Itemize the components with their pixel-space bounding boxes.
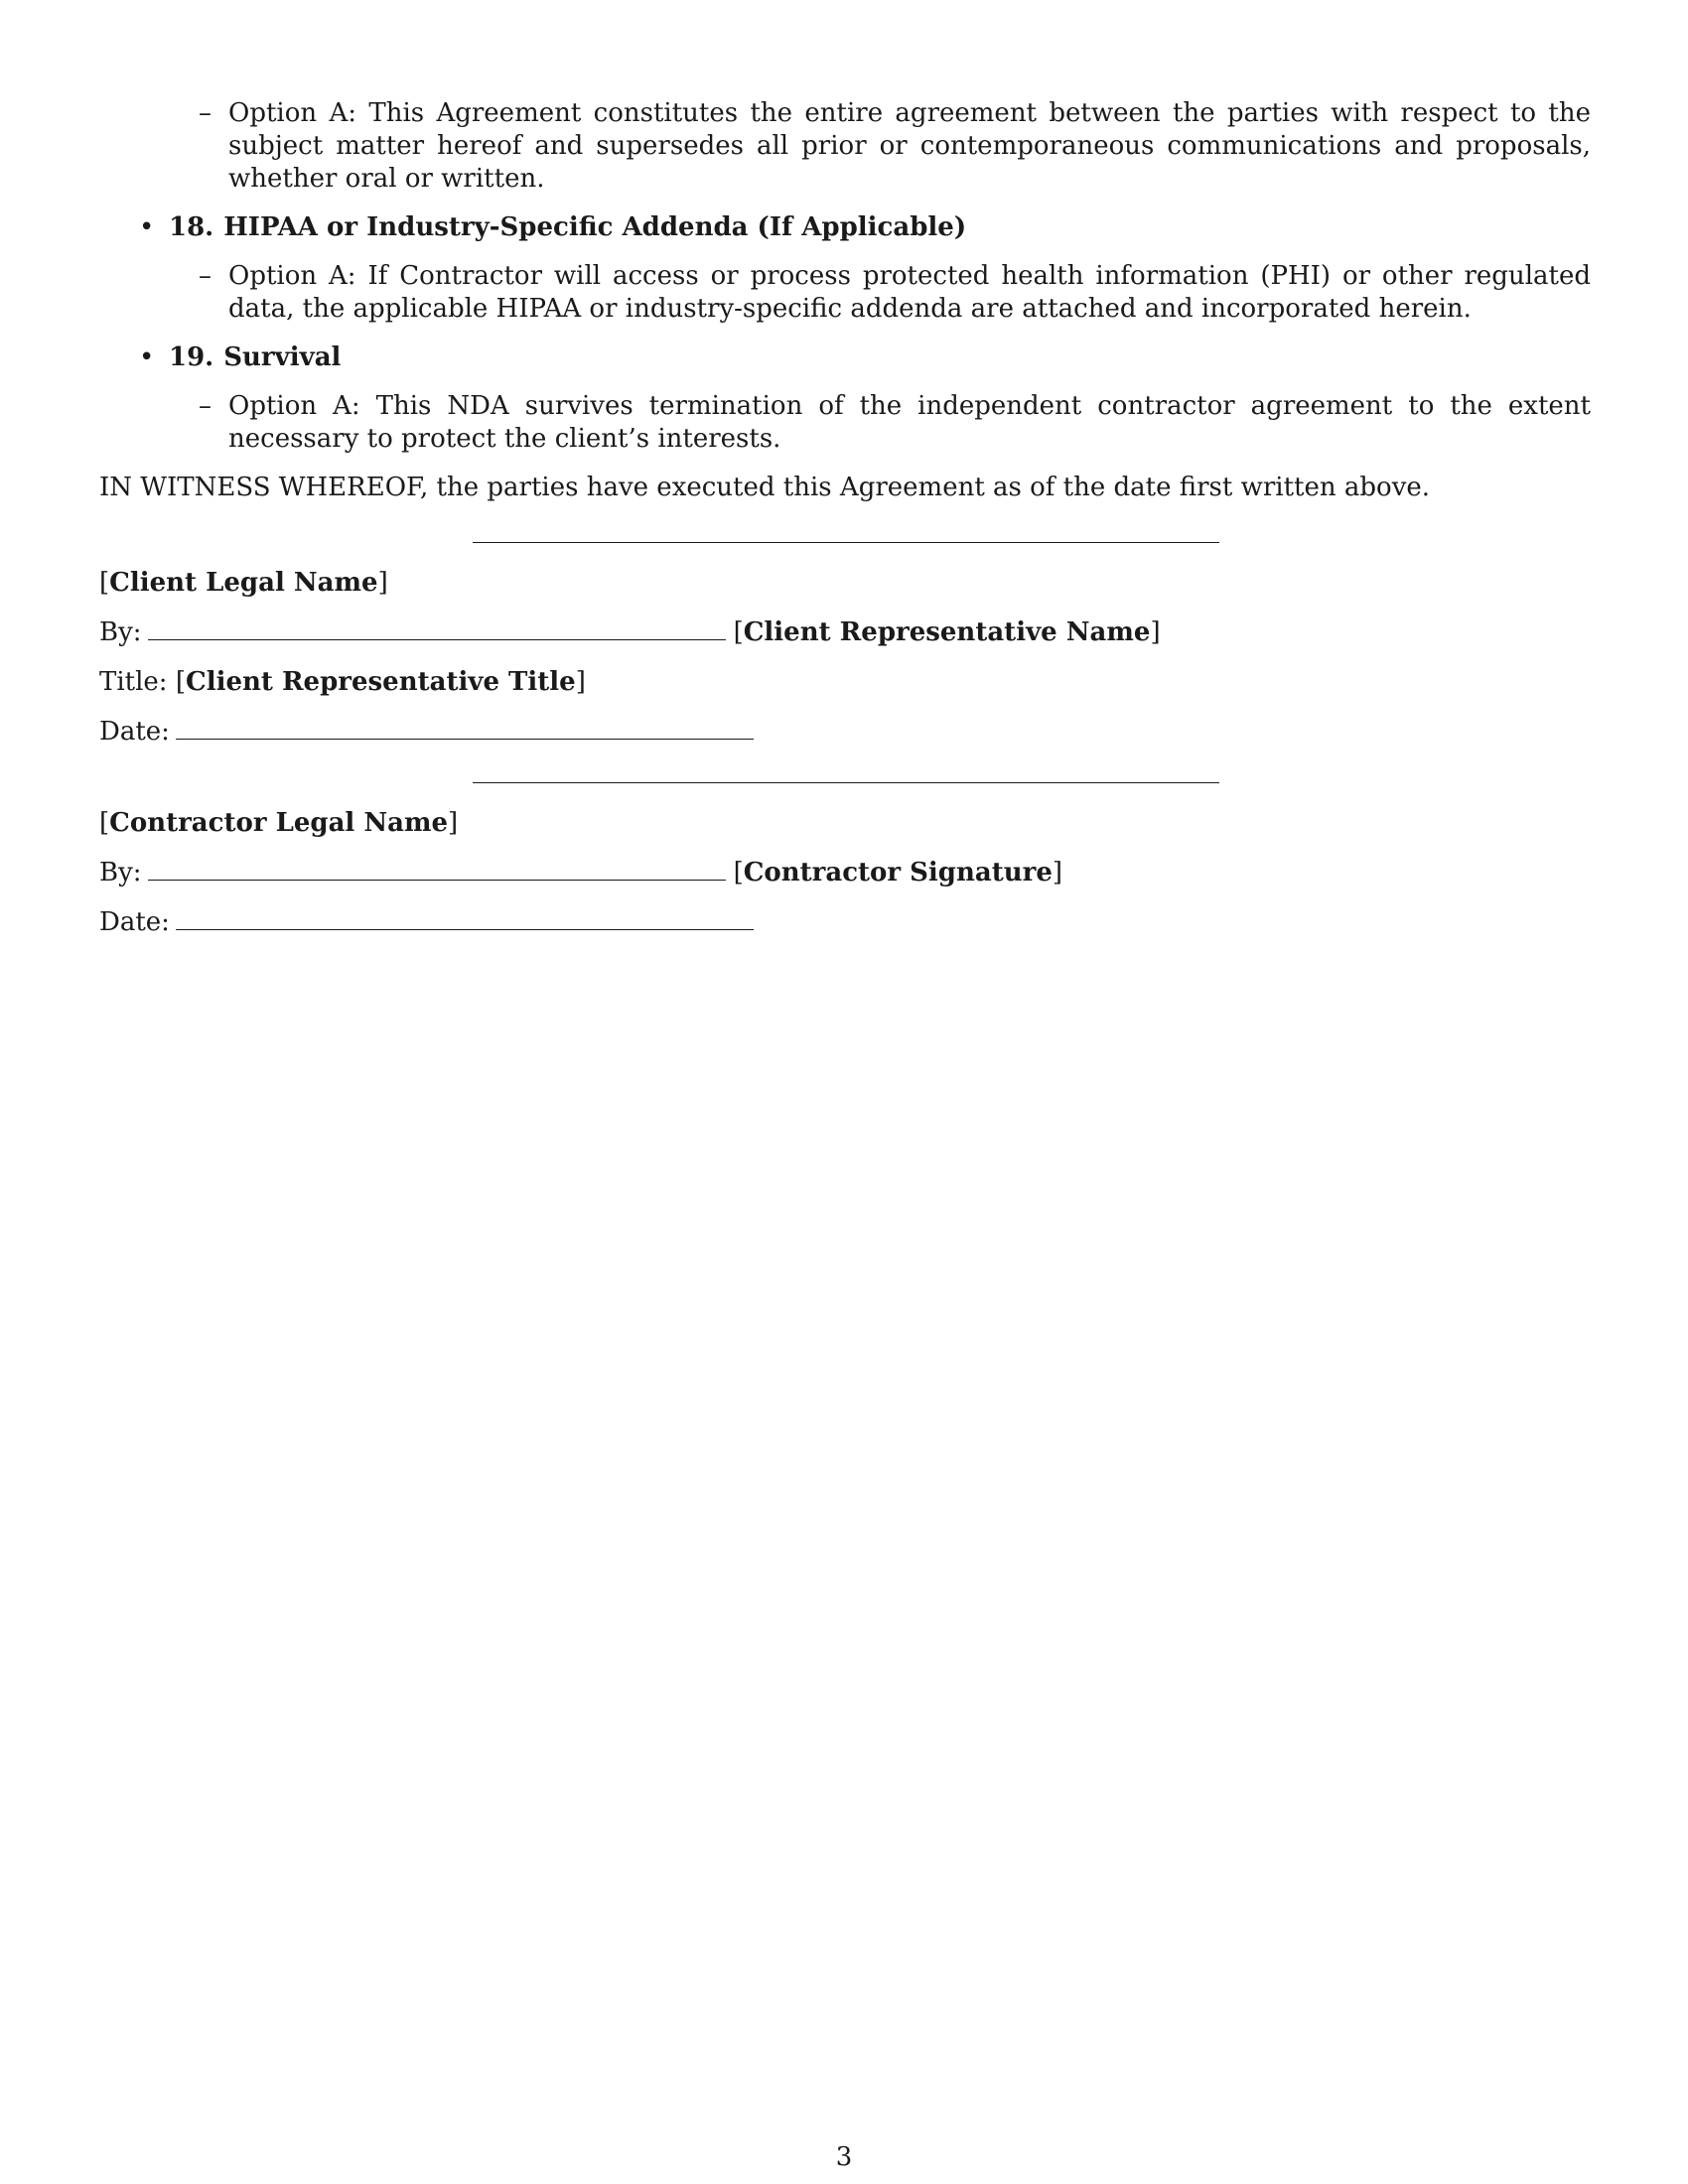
client-date-label: Date: (99, 717, 170, 747)
client-by-blank[interactable] (148, 638, 726, 640)
contractor-by-blank[interactable] (148, 879, 726, 881)
client-date-line (99, 716, 1591, 749)
dash-marker: – (199, 98, 211, 128)
dash-marker: – (199, 261, 211, 291)
client-representative-title: Client Representative Title (186, 667, 576, 697)
client-by-line: By: [Client Representative Name] (99, 617, 1161, 647)
contractor-by-line: By: [Contractor Signature] (99, 858, 1063, 887)
section-18-title: HIPAA or Industry-Specific Addenda (If Applicable) (223, 212, 967, 242)
page-number: 3 (835, 2142, 853, 2172)
client-party-name-text: Client Legal Name (109, 568, 378, 598)
section-19-option-text: Option A: This NDA survives termination of the independent contractor agreement to the extent necessary to protect the client’s interests. (228, 391, 1591, 454)
section-19-heading (139, 341, 1591, 374)
client-date-blank[interactable] (176, 738, 754, 740)
contractor-signature-rule (473, 782, 1219, 783)
section-18-option (199, 260, 1591, 326)
contractor-date-label: Date: (99, 907, 170, 937)
entire-agreement-option (199, 97, 1591, 196)
client-title-label: Title: (99, 667, 168, 697)
contractor-by-label: By: (99, 858, 142, 887)
bullet-marker: • (139, 342, 155, 372)
entire-agreement-text: Option A: This Agreement constitutes the entire agreement between the parties with respect to the subject matter hereof and supersedes all prior or contemporaneous communications and proposals, whether oral or written. (228, 98, 1591, 194)
client-signature-rule (473, 542, 1219, 543)
witness-statement: IN WITNESS WHEREOF, the parties have executed this Agreement as of the date first written above. (99, 473, 1431, 502)
bullet-marker: • (139, 212, 155, 242)
contractor-signature: Contractor Signature (743, 858, 1053, 887)
dash-marker: – (199, 391, 211, 421)
section-18-number: 18. (169, 212, 214, 242)
section-18-option-text: Option A: If Contractor will access or process protected health information (PHI) or other regulated data, the applicable HIPAA or industry-specific addenda are attached and incorporated herein. (228, 261, 1591, 324)
contractor-date-blank[interactable] (176, 928, 754, 930)
client-representative-name: Client Representative Name (743, 617, 1151, 647)
client-title-line: Title: [Client Representative Title] (99, 667, 586, 697)
section-19-number: 19. (169, 342, 214, 372)
client-by-label: By: (99, 617, 142, 647)
document-body (99, 97, 1591, 956)
client-party-name: [Client Legal Name] (99, 568, 388, 598)
contractor-party-name: [Contractor Legal Name] (99, 808, 459, 838)
section-19-title: Survival (223, 342, 342, 372)
contractor-party-name-text: Contractor Legal Name (109, 808, 449, 838)
section-18-heading (139, 211, 1591, 244)
section-19-option (199, 390, 1591, 456)
contractor-date-line (99, 906, 1591, 939)
